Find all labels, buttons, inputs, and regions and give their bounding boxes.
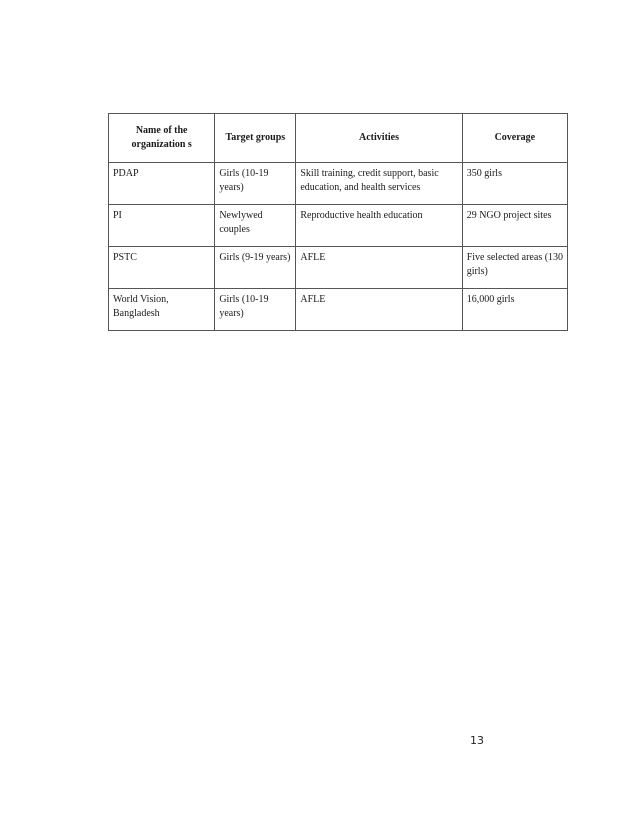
- table-row: [109, 205, 568, 247]
- cell-coverage: 350 girls: [462, 163, 567, 205]
- table-row: [109, 163, 568, 205]
- organizations-table: [108, 113, 568, 331]
- table-body: [109, 163, 568, 331]
- cell-target-group: Girls (9-19 years): [215, 247, 296, 289]
- cell-target-group: Girls (10-19 years): [215, 289, 296, 331]
- cell-organization: PI: [109, 205, 215, 247]
- page-number: 13: [470, 734, 484, 747]
- cell-organization: PSTC: [109, 247, 215, 289]
- cell-activities: AFLE: [296, 247, 462, 289]
- header-organization: Name of the organization s: [109, 114, 215, 163]
- cell-organization: World Vision, Bangladesh: [109, 289, 215, 331]
- cell-target-group: Newlywed couples: [215, 205, 296, 247]
- table-header-row: [109, 114, 568, 163]
- table-row: [109, 289, 568, 331]
- cell-coverage: 29 NGO project sites: [462, 205, 567, 247]
- cell-target-group: Girls (10-19 years): [215, 163, 296, 205]
- cell-organization: PDAP: [109, 163, 215, 205]
- cell-activities: Reproductive health education: [296, 205, 462, 247]
- cell-coverage: Five selected areas (130 girls): [462, 247, 567, 289]
- header-activities: Activities: [296, 114, 462, 163]
- header-target-groups: Target groups: [215, 114, 296, 163]
- cell-activities: Skill training, credit support, basic education, and health services: [296, 163, 462, 205]
- cell-coverage: 16,000 girls: [462, 289, 567, 331]
- table-row: [109, 247, 568, 289]
- header-coverage: Coverage: [462, 114, 567, 163]
- cell-activities: AFLE: [296, 289, 462, 331]
- table-header: [109, 114, 568, 163]
